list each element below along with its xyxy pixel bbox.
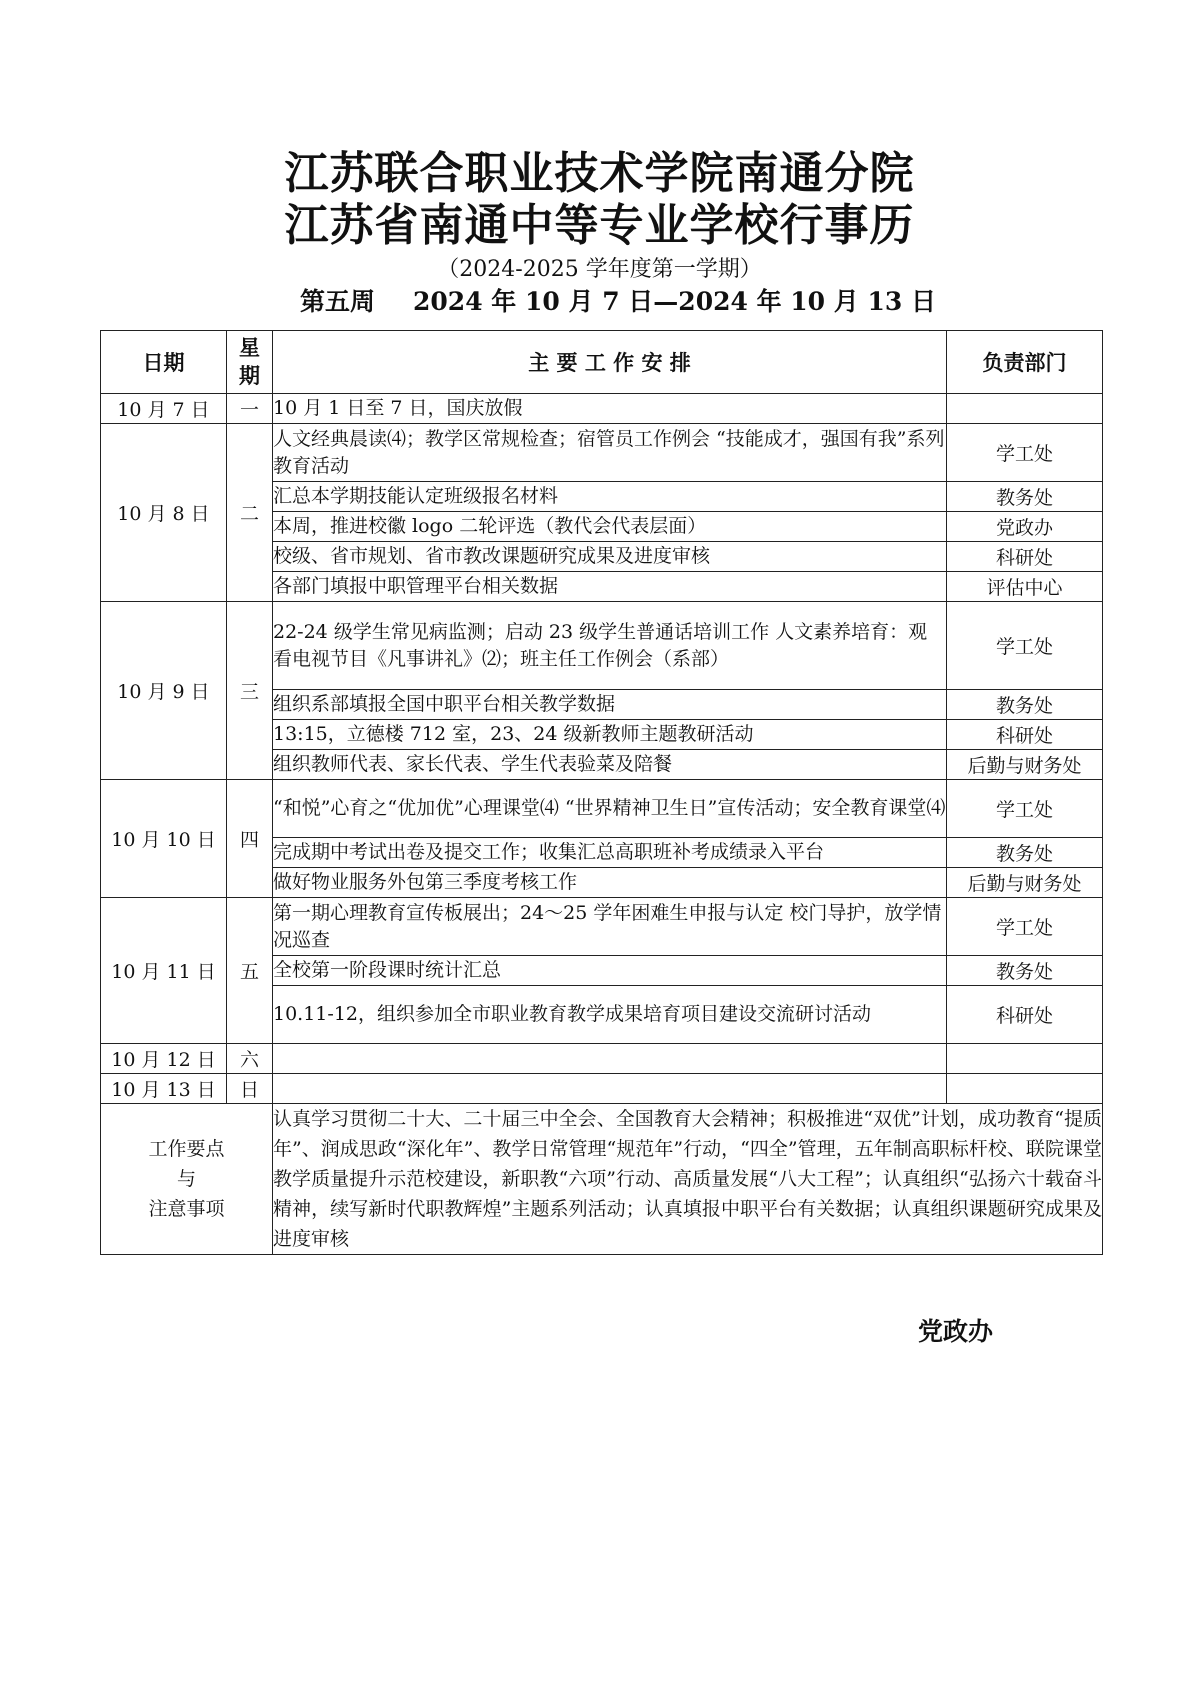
row-weekday: 四 <box>227 780 273 898</box>
row-dept: 后勤与财务处 <box>947 868 1103 898</box>
header-weekday-top: 星 <box>239 335 260 360</box>
schedule-table <box>100 330 1103 1255</box>
row-work: 10.11-12，组织参加全市职业教育教学成果培育项目建设交流研讨活动 <box>273 986 947 1044</box>
table-row <box>101 1044 1103 1074</box>
table-row <box>101 602 1103 690</box>
row-work: 人文经典晨读⑷；教学区常规检查；宿管员工作例会 “技能成才，强国有我”系列教育活动 <box>273 424 947 482</box>
row-date: 10 月 12 日 <box>101 1044 227 1074</box>
row-dept <box>947 394 1103 424</box>
notes-text: 认真学习贯彻二十大、二十届三中全会、全国教育大会精神；积极推进“双优”计划，成功教育“提质年”、润成思政“深化年”、教学日常管理“规范年”行动，“四全”管理，五年制高职标杆校、联院课堂教学质量提升示范校建设，新职教“六项”行动、高质量发展“八大工程”；认真组织“弘扬六十载奋斗精神，续写新时代职教辉煌”主题系列活动；认真填报中职平台有关数据；认真组织课题研究成果及进度审核 <box>273 1104 1103 1255</box>
row-dept: 党政办 <box>947 512 1103 542</box>
week-line <box>300 286 936 318</box>
row-weekday: 日 <box>227 1074 273 1104</box>
table-row <box>101 424 1103 482</box>
row-dept: 教务处 <box>947 690 1103 720</box>
header-date: 日期 <box>101 331 227 394</box>
table-header-row <box>101 331 1103 394</box>
header-dept: 负责部门 <box>947 331 1103 394</box>
row-work: 第一期心理教育宣传板展出；24～25 学年困难生申报与认定 校门导护，放学情况巡查 <box>273 898 947 956</box>
table-row <box>101 1074 1103 1104</box>
row-dept: 教务处 <box>947 956 1103 986</box>
notes-label-line-3: 注意事项 <box>148 1198 225 1220</box>
notes-label-line-2: 与 <box>176 1168 196 1190</box>
table-row <box>101 394 1103 424</box>
row-weekday: 三 <box>227 602 273 780</box>
title-line-1: 江苏联合职业技术学院南通分院 <box>284 148 915 199</box>
notes-label <box>101 1104 273 1255</box>
table-row <box>101 780 1103 838</box>
row-dept: 学工处 <box>947 898 1103 956</box>
row-dept <box>947 1044 1103 1074</box>
row-work <box>273 1074 947 1104</box>
row-date: 10 月 9 日 <box>101 602 227 780</box>
row-work: 全校第一阶段课时统计汇总 <box>273 956 947 986</box>
title-line-2: 江苏省南通中等专业学校行事历 <box>284 200 915 251</box>
subtitle: （2024-2025 学年度第一学期） <box>437 257 762 282</box>
row-date: 10 月 13 日 <box>101 1074 227 1104</box>
row-weekday: 六 <box>227 1044 273 1074</box>
row-dept: 后勤与财务处 <box>947 750 1103 780</box>
issuer-signature: 党政办 <box>918 1317 994 1346</box>
row-date: 10 月 8 日 <box>101 424 227 602</box>
header-weekday <box>227 331 273 394</box>
row-work: 10 月 1 日至 7 日，国庆放假 <box>273 394 947 424</box>
row-work: 13:15，立德楼 712 室，23、24 级新教师主题教研活动 <box>273 720 947 750</box>
row-dept: 学工处 <box>947 424 1103 482</box>
row-work: 校级、省市规划、省市教改课题研究成果及进度审核 <box>273 542 947 572</box>
row-dept: 教务处 <box>947 838 1103 868</box>
row-date: 10 月 7 日 <box>101 394 227 424</box>
row-dept: 科研处 <box>947 542 1103 572</box>
row-dept: 评估中心 <box>947 572 1103 602</box>
row-date: 10 月 11 日 <box>101 898 227 1044</box>
row-dept: 学工处 <box>947 602 1103 690</box>
row-weekday: 五 <box>227 898 273 1044</box>
row-work: 各部门填报中职管理平台相关数据 <box>273 572 947 602</box>
row-work: 22-24 级学生常见病监测；启动 23 级学生普通话培训工作 人文素养培育：观看电视节目《凡事讲礼》⑵；班主任工作例会（系部） <box>273 602 947 690</box>
notes-label-line-1: 工作要点 <box>148 1138 225 1160</box>
row-dept: 科研处 <box>947 986 1103 1044</box>
row-dept: 科研处 <box>947 720 1103 750</box>
row-work: 完成期中考试出卷及提交工作；收集汇总高职班补考成绩录入平台 <box>273 838 947 868</box>
row-weekday: 二 <box>227 424 273 602</box>
week-label: 第五周 <box>300 287 376 316</box>
row-date: 10 月 10 日 <box>101 780 227 898</box>
row-dept: 教务处 <box>947 482 1103 512</box>
table-row <box>101 898 1103 956</box>
row-work: “和悦”心育之“优加优”心理课堂⑷ “世界精神卫生日”宣传活动；安全教育课堂⑷ <box>273 780 947 838</box>
row-work: 组织教师代表、家长代表、学生代表验菜及陪餐 <box>273 750 947 780</box>
row-work: 组织系部填报全国中职平台相关教学数据 <box>273 690 947 720</box>
header-weekday-bottom: 期 <box>239 363 260 388</box>
notes-row <box>101 1104 1103 1255</box>
row-dept <box>947 1074 1103 1104</box>
row-work <box>273 1044 947 1074</box>
date-range: 2024 年 10 月 7 日—2024 年 10 月 13 日 <box>413 287 936 316</box>
row-work: 本周，推进校徽 logo 二轮评选（教代会代表层面） <box>273 512 947 542</box>
row-work: 汇总本学期技能认定班级报名材料 <box>273 482 947 512</box>
row-dept: 学工处 <box>947 780 1103 838</box>
header-work: 主 要 工 作 安 排 <box>273 331 947 394</box>
row-weekday: 一 <box>227 394 273 424</box>
row-work: 做好物业服务外包第三季度考核工作 <box>273 868 947 898</box>
